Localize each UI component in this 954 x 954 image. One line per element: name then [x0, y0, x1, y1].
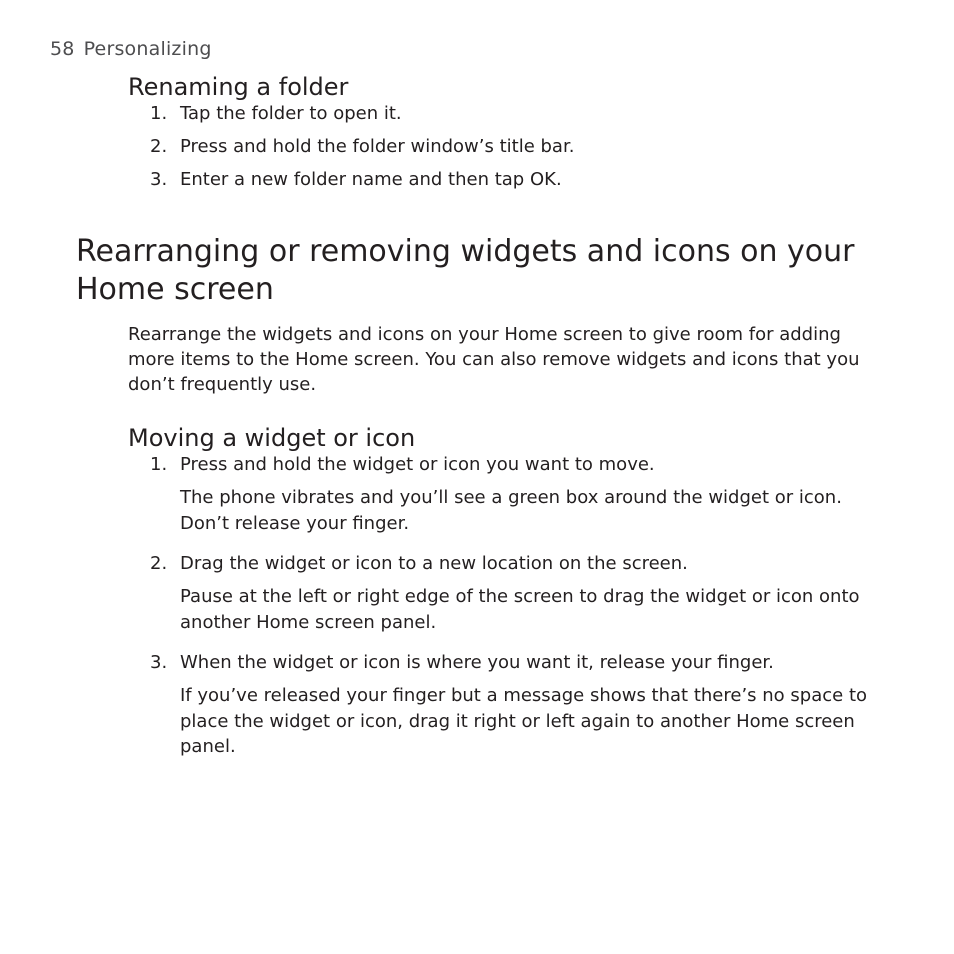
step-text-before: Enter a new folder name and then tap	[180, 169, 530, 190]
moving-step-3-note: If you’ve released your finger but a message shows that there’s no space to place the widget or icon, drag it right or left again to another Home screen panel.	[180, 685, 868, 757]
ok-label: OK	[529, 169, 556, 190]
moving-widget-heading: Moving a widget or icon	[128, 424, 416, 452]
step-number: 3.	[150, 169, 168, 190]
step-number: 1.	[150, 454, 168, 475]
step-text: Press and hold the folder window’s title bar.	[180, 136, 575, 157]
step-text: Tap the folder to open it.	[180, 103, 402, 124]
rearranging-heading: Rearranging or removing widgets and icons on your Home screen	[76, 234, 855, 307]
moving-step-2-note: Pause at the left or right edge of the screen to drag the widget or icon onto another Home screen panel.	[180, 586, 860, 633]
page-header	[50, 38, 212, 60]
moving-step-1-note: The phone vibrates and you’ll see a green box around the widget or icon. Don’t release your finger.	[180, 487, 842, 534]
step-text: Press and hold the widget or icon you want to move.	[180, 454, 655, 475]
renaming-folder-heading: Renaming a folder	[128, 73, 349, 101]
page-number: 58	[50, 38, 75, 60]
step-text	[180, 167, 562, 192]
step-number: 3.	[150, 652, 168, 673]
step-number: 1.	[150, 103, 168, 124]
step-number: 2.	[150, 553, 168, 574]
step-text: Drag the widget or icon to a new location on the screen.	[180, 553, 688, 574]
section-title: Personalizing	[83, 38, 212, 60]
step-text: When the widget or icon is where you want it, release your finger.	[180, 652, 774, 673]
step-text-after: .	[555, 169, 562, 190]
rearranging-intro: Rearrange the widgets and icons on your Home screen to give room for adding more items to the Home screen. You can also remove widgets and icons that you don’t frequently use.	[128, 324, 860, 395]
step-number: 2.	[150, 136, 168, 157]
